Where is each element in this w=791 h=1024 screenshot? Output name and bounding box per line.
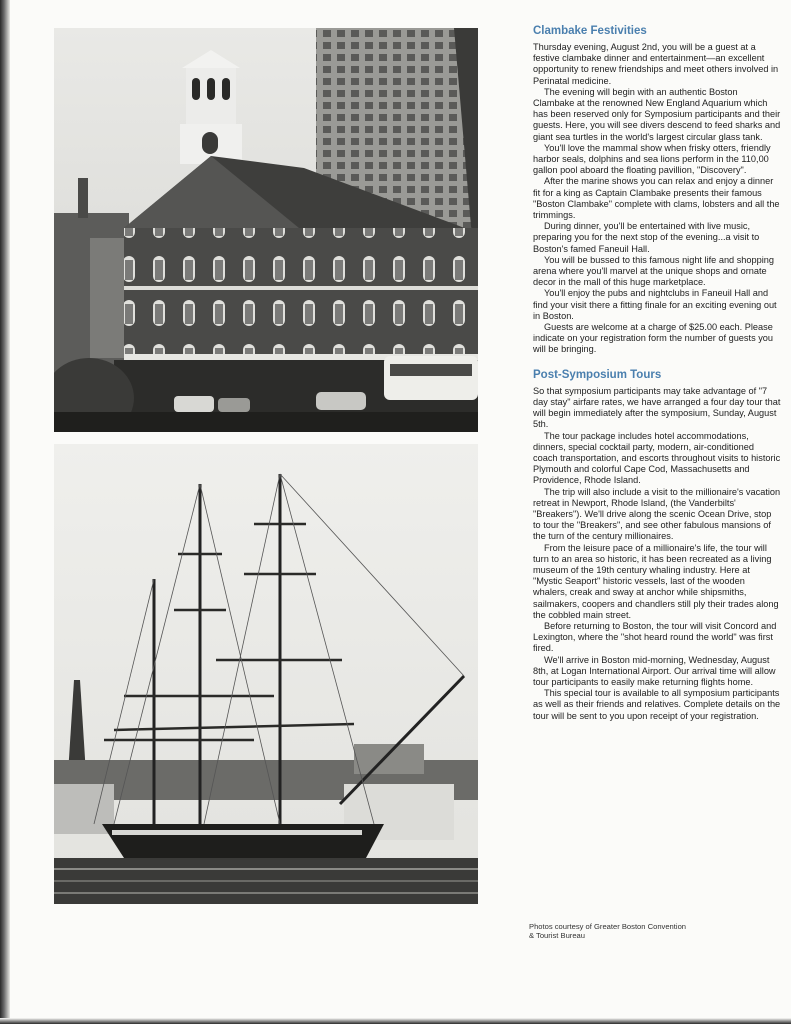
text-column <box>533 24 781 722</box>
paragraph: You'll enjoy the pubs and nightclubs in Faneuil Hall and find your visit there a fitting finale for an exciting evening out in Boston. <box>533 288 777 321</box>
tall-ship-illustration <box>54 444 478 904</box>
paragraph: Before returning to Boston, the tour will visit Concord and Lexington, where the "shot heard round the world" was first fired. <box>533 620 777 654</box>
section-heading-tours: Post-Symposium Tours <box>533 368 662 381</box>
paragraph: You'll love the mammal show when frisky otters, friendly harbor seals, dolphins and sea lions perform in the 110,00 gallon pool aboard the floating pavillion, "Discovery". <box>533 142 771 176</box>
paragraph: You will be bussed to this famous night life and shopping arena where you'll marvel at the unique shops and ornate decor in the mall of this huge marketplace. <box>533 254 775 288</box>
photo-credit-line-2: & Tourist Bureau <box>529 931 585 941</box>
faneuil-hall-photo <box>54 28 478 432</box>
paragraph: During dinner, you'll be entertained with live music, preparing you for the next stop of the evening...a visit to Boston's famed Faneuil Hall. <box>533 221 760 254</box>
paragraph: The trip will also include a visit to the millionaire's vacation retreat in Newport, Rhode Island, (the Vanderbilts' "Breakers"). We'll drive along the scenic Ocean Drive, stop to tour the "Breakers", and see other fabulous mansions of the turn of the century millionaires. <box>533 486 781 542</box>
photo-credit-line-1: Photos courtesy of Greater Boston Convention <box>529 922 687 931</box>
page-bottom-shadow <box>0 1018 791 1024</box>
paragraph: The evening will begin with an authentic Boston Clambake at the renowned New England Aquarium which has been reserved only for Symposium participants and their guests. Here, you will see divers descend to feed sharks and giant sea turtles in the world's largest circular glass tank. <box>533 86 781 142</box>
paragraph: So that symposium participants may take advantage of "7 day stay" airfare rates, we have arranged a four day tour that will begin immediately after the symposium, Sunday, August 5th. <box>533 385 781 430</box>
paragraph: The tour package includes hotel accommodations, dinners, special cocktail party, modern, air-conditioned coach transportation, and escorts throughout visits to historic Plymouth and colorful Cape Cod, Massachusetts and Providence, Rhode Island. <box>533 430 781 486</box>
paragraph: Guests are welcome at a charge of $25.00 each. Please indicate on your registration form the number of guests you will be bringing. <box>533 322 774 355</box>
paragraph: We'll arrive in Boston mid-morning, Wednesday, August 8th, at Logan International Airport. Our arrival time will allow tour participants to easily make returning flights home. <box>533 654 776 687</box>
paragraph: This special tour is available to all symposium participants as well as their friends and relatives. Complete details on the tour will be sent to you upon receipt of your registration. <box>533 688 781 721</box>
paragraph: From the leisure pace of a millionaire's life, the tour will turn to an area so historic, it has been recreated as a living museum of the 19th century whaling industry. Here at "Mystic Seaport" historic vessels, last of the wooden whalers, creak and sway at anchor while shipsmiths, sailmakers, coopers and chandlers still ply their trades along the cobbled main street. <box>533 542 779 620</box>
page-edge-shadow <box>0 0 10 1024</box>
photo-credit <box>529 922 749 941</box>
section-heading-clambake: Clambake Festivities <box>533 25 647 37</box>
paragraph: After the marine shows you can relax and enjoy a dinner fit for a king as Captain Clambake presents their famous "Boston Clambake" complete with clams, lobsters and all the trimmings. <box>533 176 780 221</box>
faneuil-hall-illustration <box>54 28 478 432</box>
tall-ship-photo <box>54 444 478 904</box>
paragraph: Thursday evening, August 2nd, you will be a guest at a festive clambake dinner and entertainment—an excellent opportunity to renew friendships and meet others involved in Perinatal medicine. <box>533 42 779 86</box>
